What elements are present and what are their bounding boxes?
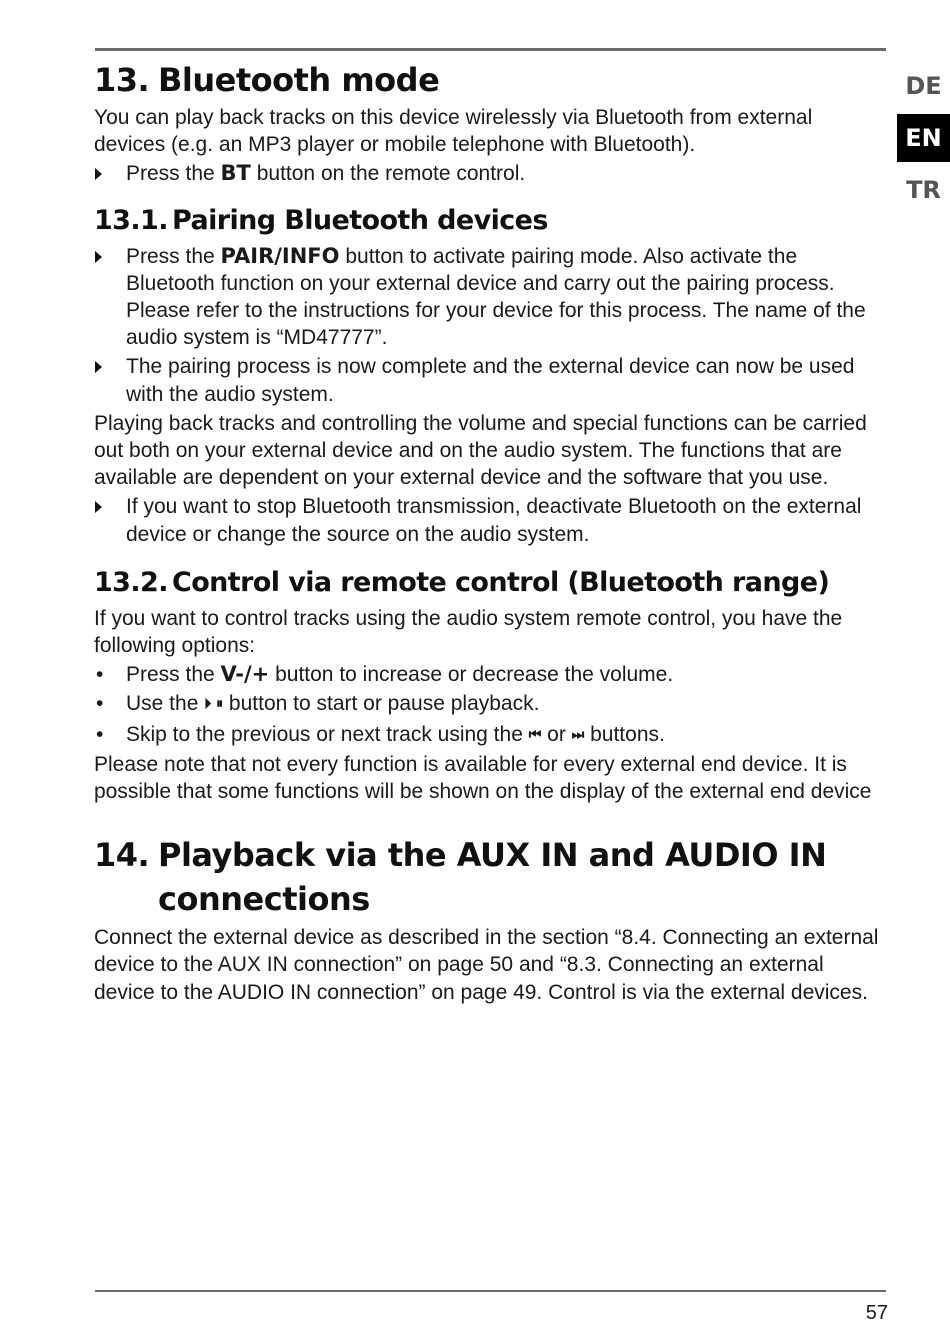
step-text: If you want to stop Bluetooth transmission, deactivate Bluetooth on the external device or change the source on the audio system. (126, 495, 862, 546)
play-pause-icon: ⏵ ⏸ (204, 696, 224, 713)
list-item (94, 690, 886, 718)
section-13-2-heading (94, 564, 886, 602)
section-13-2-title: Control via remote control (Bluetooth range) (172, 566, 830, 598)
section-13-2-number: 13.2. (94, 566, 168, 598)
bullet-marker: • (96, 722, 104, 746)
list-item (94, 661, 886, 688)
step-arrow-icon (94, 160, 126, 187)
section-13-intro: You can play back tracks on this device wirelessly via Bluetooth from external devices (e.g. an MP3 player or mobile telephone with Bluetooth). (94, 106, 813, 157)
step-item (94, 160, 886, 187)
lang-tab-de[interactable]: DE (905, 72, 942, 100)
section-14-heading (94, 833, 886, 921)
bullet-marker: • (96, 663, 104, 687)
step-arrow-icon (94, 353, 126, 407)
step-item (94, 243, 886, 352)
section-13-number: 13. (94, 61, 150, 99)
bottom-rule (95, 1290, 886, 1292)
page-number: 57 (865, 1302, 888, 1324)
section-13-1-heading (94, 202, 886, 240)
step-arrow-icon (94, 243, 126, 352)
lang-tab-tr[interactable]: TR (906, 176, 941, 204)
top-rule (95, 48, 886, 51)
step-item (94, 353, 886, 407)
list-item-text: Skip to the previous or next track using the ⏮ or ⏭ buttons. (126, 722, 665, 746)
section-13-2-intro: If you want to control tracks using the audio system remote control, you have the following options: (94, 606, 843, 658)
list-item-text: Use the ⏵ ⏸ button to start or pause playback. (126, 692, 540, 716)
section-13-1-number: 13.1. (94, 204, 168, 236)
language-tabs (897, 62, 950, 218)
section-13-1-paragraph: Playing back tracks and controlling the volume and special functions can be carried out both on your external device and on the audio system. The functions that are available are dependent on your external device and the software that you use. (94, 411, 867, 490)
section-13-2-note: Please note that not every function is available for every external end device. It is possible that some functions will be shown on the display of the external end device (94, 752, 872, 804)
step-text: The pairing process is now complete and the external device can now be used with the audio system. (126, 355, 855, 406)
section-13-1-title: Pairing Bluetooth devices (172, 204, 548, 236)
step-text: Press the PAIR/INFO button to activate pairing mode. Also activate the Bluetooth function on your external device and carry out the pairing process. Please refer to the instructions for your device for this process. The name of the audio system is “MD47777”. (126, 243, 866, 350)
page-content (94, 58, 886, 1006)
bt-key-label: BT (220, 161, 251, 186)
volume-key-label: V-/+ (220, 662, 270, 687)
pair-info-key-label: PAIR/INFO (220, 243, 340, 268)
skip-next-icon: ⏭ (571, 726, 585, 743)
bullet-marker: • (96, 692, 104, 716)
lang-tab-en[interactable]: EN (897, 114, 950, 162)
step-arrow-icon (94, 493, 126, 547)
section-14-number: 14. (94, 836, 150, 875)
skip-previous-icon: ⏮ (528, 726, 542, 743)
step-text: Press the BT button on the remote control. (126, 161, 526, 186)
list-item-text: Press the V-/+ button to increase or decrease the volume. (126, 662, 674, 687)
list-item (94, 721, 886, 749)
section-14-body: Connect the external device as described in the section “8.4. Connecting an external device to the AUX IN connection” on page 50 and “8.3. Connecting an external device to the AUDIO IN connection” on page 49. Control is via the external devices. (94, 926, 879, 1004)
section-13-heading (94, 58, 886, 102)
step-item (94, 493, 886, 547)
section-13-title: Bluetooth mode (158, 61, 440, 99)
section-14-title: Playback via the AUX IN and AUDIO IN connections (158, 836, 827, 919)
